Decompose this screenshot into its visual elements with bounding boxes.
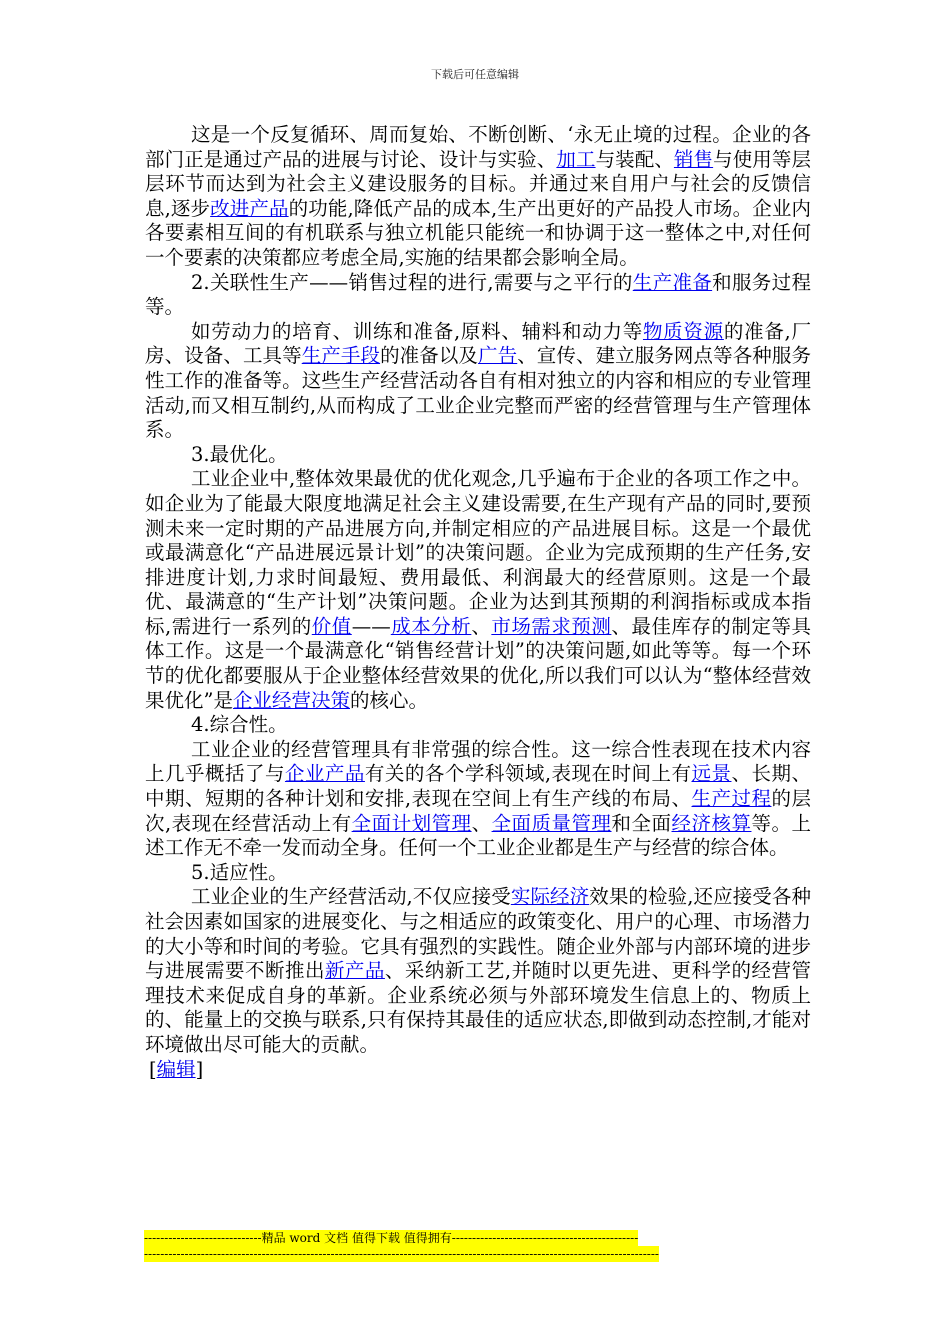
bracket-close: ] — [195, 1057, 204, 1081]
paragraph-text: 工业企业的生产经营活动,不仅应接受 — [191, 885, 511, 909]
paragraph-text: 、宣传、建立服务网点等各种服务性工作的准备等。这些生产经营活动各自有相对独立的内容和相应的专业管理活动,而又相互制约,从而构成了工业企业完整而严密的经营管理与生产管理体系。 — [145, 344, 811, 442]
hyperlink[interactable]: 加工 — [556, 147, 596, 171]
hyperlink[interactable]: 销售 — [673, 147, 714, 171]
paragraph — [145, 271, 811, 320]
page-header: 下载后可任意编辑 — [431, 68, 519, 81]
paragraph — [145, 885, 811, 1057]
paragraph-text: 、最佳库存的制定等具体工作。这是一个最满意化“销售经营计划”的决策问题,如此等等。每一个环节的优化都要服从于企业整体经营效果的优化,所以我们可以认为“整体经营效果优化”是 — [145, 614, 811, 712]
edit-link[interactable]: 编辑 — [156, 1057, 196, 1081]
paragraph-text: 、 — [471, 811, 492, 835]
footer-banner — [144, 1230, 659, 1262]
hyperlink[interactable]: 实际经济 — [510, 885, 590, 909]
paragraph-text: 工业企业中,整体效果最优的优化观念,几乎遍布于企业的各项工作之中。如企业为了能最大限度地满足社会主义建设需要,在生产现有产品的同时,要预测未来一定时期的产品进展方向,并制定相应的产品进展目标。这是一个最优或最满意化“产品进展远景计划”的决策问题。企业为完成预期的生产任务,安排进度计划,力求时间最短、费用最低、利润最大的经营原则。这是一个最优、最满意的“生产计划”决策问题。企业为达到其预期的利润指标或成本指标,需进行一系列的 — [145, 467, 811, 638]
hyperlink[interactable]: 企业经营决策 — [232, 688, 350, 712]
paragraph-text: 这是一个反复循环、周而复始、不断创断、‘永无止境的过程。企业的各部门正是通过产品的进展与讨论、设计与实验、 — [145, 123, 811, 171]
paragraph — [145, 320, 811, 443]
hyperlink[interactable]: 生产手段 — [301, 344, 381, 368]
paragraph-text: 与装配、 — [595, 147, 674, 171]
paragraph-text: 如劳动力的培育、训练和准备,原料、辅料和动力等 — [191, 319, 643, 343]
paragraph-text: 与使用等层层环节而达到为社会主义建设服务的目标。并通过来自用户与社会的反馈信息,逐步 — [145, 147, 811, 220]
paragraph-text: 3.最优化。 — [191, 442, 288, 466]
paragraph-text: 的准备以及 — [380, 344, 479, 368]
hyperlink[interactable]: 物质资源 — [642, 319, 724, 343]
hyperlink[interactable]: 远景 — [691, 762, 732, 786]
hyperlink[interactable]: 生产过程 — [691, 787, 772, 811]
hyperlink[interactable]: 市场需求预测 — [491, 614, 612, 638]
paragraph-text: 4.综合性。 — [191, 713, 288, 737]
hyperlink[interactable]: 改进产品 — [210, 196, 289, 220]
paragraph-text: —— — [351, 614, 391, 638]
hyperlink[interactable]: 价值 — [311, 614, 352, 638]
paragraph-text: 的核心。 — [350, 688, 429, 712]
bracket-open: [ — [149, 1057, 157, 1081]
footer-line-2: ------------------------------------------------------------------------------------------------------------------------------- — [144, 1247, 659, 1261]
hyperlink[interactable]: 全面计划管理 — [351, 811, 472, 835]
paragraph-text: 有关的各个学科领域,表现在时间上有 — [364, 762, 692, 786]
paragraph-text: 的准备,厂房、设备、工具等 — [145, 319, 811, 368]
paragraph — [145, 123, 811, 271]
paragraph-text: 等。上述工作无不牵一发而动全身。任何一个工业企业都是生产与经营的综合体。 — [145, 811, 811, 860]
paragraph-text: 工业企业的经营管理具有非常强的综合性。这一综合性表现在技术内容上几乎概括了与 — [145, 737, 811, 786]
footer-line-1: -----------------------------精品 word 文档 值得下载 值得拥有---------------------------------------------- — [144, 1231, 639, 1245]
paragraph-text: 的功能,降低产品的成本,生产出更好的产品投人市场。企业内各要素相互间的有机联系与独立机能只能统一和协调于这一整体之中,对任何一个要素的决策都应考虑全局,实施的结果都会影响全局。 — [145, 196, 811, 269]
hyperlink[interactable]: 全面质量管理 — [491, 811, 612, 835]
paragraph — [145, 861, 811, 886]
edit-section — [145, 1058, 811, 1083]
paragraph-text: 、长期、中期、短期的各种计划和安排,表现在空间上有生产线的布局、 — [145, 762, 811, 811]
paragraph — [145, 443, 811, 468]
paragraph — [145, 713, 811, 738]
hyperlink[interactable]: 企业产品 — [284, 762, 365, 786]
hyperlink[interactable]: 生产准备 — [632, 270, 713, 294]
paragraph-text: 5.适应性。 — [191, 860, 288, 884]
paragraph-text: 2.关联性生产——销售过程的进行,需要与之平行的 — [191, 270, 633, 294]
hyperlink[interactable]: 广告 — [478, 344, 518, 368]
paragraph — [145, 738, 811, 861]
paragraph-text: 、采纳新工艺,并随时以更先进、更科学的经营管理技术来促成自身的革新。企业系统必须与外部环境发生信息上的、物质上的、能量上的交换与联系,只有保持其最佳的适应状态,即做到动态控制,才能对环境做出尽可能大的贡献。 — [145, 959, 811, 1056]
document-body — [145, 123, 811, 1082]
hyperlink[interactable]: 新产品 — [324, 959, 385, 983]
paragraph-text: 和服务过程等。 — [145, 270, 811, 319]
hyperlink[interactable]: 成本分析 — [390, 614, 472, 638]
paragraph-text: 、 — [471, 614, 492, 638]
paragraph-text: 的层次,表现在经营活动上有 — [145, 787, 811, 835]
paragraph-text: 和全面 — [611, 811, 672, 835]
paragraph-text: 效果的检验,还应接受各种社会因素如国家的进展变化、与之相适应的政策变化、用户的心理、市场潜力的大小等和时间的考验。它具有强烈的实践性。随企业外部与内部环境的进步与进展需要不断推出 — [145, 885, 811, 983]
hyperlink[interactable]: 经济核算 — [671, 811, 752, 835]
paragraph — [145, 467, 811, 713]
